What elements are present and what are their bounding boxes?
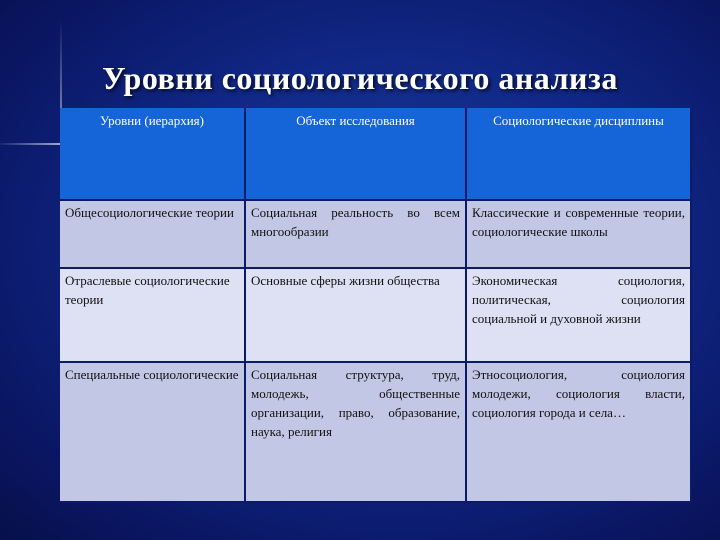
cell-disciplines: Этносоциология, социология молодежи, социология власти, социология города и села…: [466, 362, 691, 502]
header-disciplines: Социологические дисциплины: [466, 108, 691, 200]
header-levels: Уровни (иерархия): [60, 108, 245, 200]
cell-object: Социальная реальность во всем многообразии: [245, 200, 466, 268]
table-row: [60, 200, 691, 268]
table-row: [60, 362, 691, 502]
cell-disciplines: Экономическая социология, политическая, социология социальной и духовной жизни: [466, 268, 691, 362]
table-row: [60, 268, 691, 362]
cell-level: Специальные социологические: [60, 362, 245, 502]
analysis-levels-table: [60, 108, 692, 503]
cell-level: Общесоциологические теории: [60, 200, 245, 268]
cell-object: Основные сферы жизни общества: [245, 268, 466, 362]
header-research-object: Объект исследования: [245, 108, 466, 200]
slide-title: Уровни социологического анализа: [102, 60, 618, 96]
table-header-row: [60, 108, 691, 200]
cell-object: Социальная структура, труд, молодежь, общественные организации, право, образование, наука, религия: [245, 362, 466, 502]
cell-disciplines: Классические и современные теории, социологические школы: [466, 200, 691, 268]
cell-level: Отраслевые социологические теории: [60, 268, 245, 362]
